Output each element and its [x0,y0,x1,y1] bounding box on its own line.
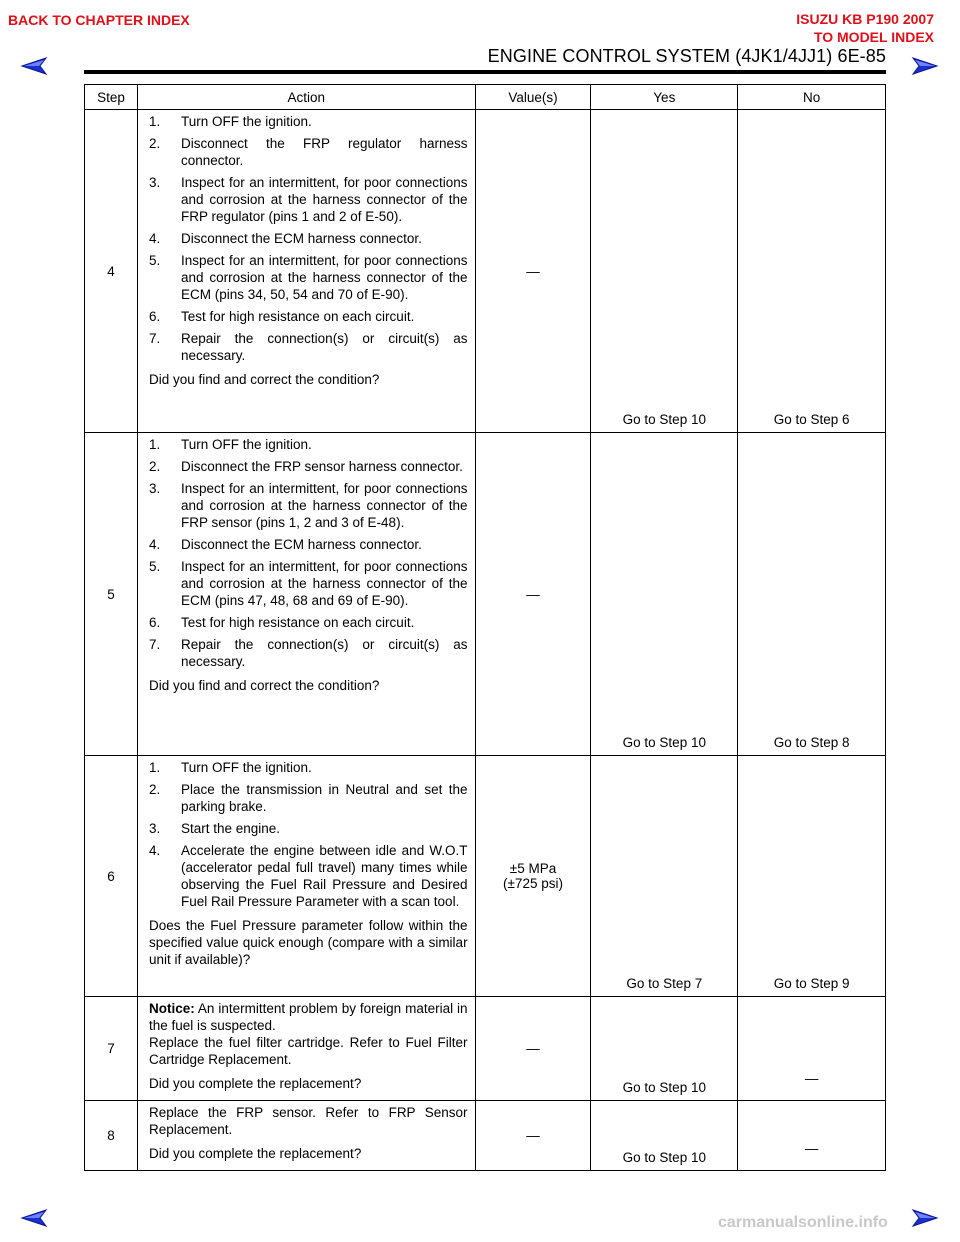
table-row [85,1101,886,1171]
action-cell [137,110,475,433]
step-number: 6 [85,756,138,997]
yes-cell: Go to Step 10 [591,1101,738,1171]
action-step: 7. Repair the connection(s) or circuit(s) as necessary. [148,331,468,363]
table-row [85,110,886,433]
action-step: 1. Turn OFF the ignition. [148,114,312,129]
action-step: 3. Inspect for an intermittent, for poor connections and corrosion at the harness connector of the FRP sensor (pins 1, 2 and 3 of E-48). [148,481,468,530]
question-text: Did you find and correct the condition? [148,372,380,387]
action-step: 3. Start the engine. [148,821,281,836]
instruction-text: Replace the FRP sensor. Refer to FRP Sensor Replacement. [148,1105,468,1137]
action-step: 5. Inspect for an intermittent, for poor connections and corrosion at the harness connector of the ECM (pins 34, 50, 54 and 70 of E-90). [148,253,468,302]
step-number: 4 [85,110,138,433]
to-model-index-link[interactable]: TO MODEL INDEX [813,29,934,45]
action-cell [137,997,475,1101]
question-text: Does the Fuel Pressure parameter follow within the specified value quick enough (compare with a similar unit if available)? [148,918,468,967]
action-step: 3. Inspect for an intermittent, for poor connections and corrosion at the harness connector of the FRP regulator (pins 1 and 2 of E-50). [148,175,468,224]
no-cell: Go to Step 6 [738,110,886,433]
step-number: 7 [85,997,138,1101]
arrow-right-icon[interactable] [911,1208,939,1228]
watermark: carmanualsonline.info [718,1214,888,1231]
action-step: 1. Turn OFF the ignition. [148,437,312,452]
no-cell: Go to Step 9 [738,756,886,997]
column-header-step: Step [85,85,138,110]
action-step: 2. Disconnect the FRP sensor harness connector. [148,459,463,474]
action-cell [137,433,475,756]
action-step: 4. Disconnect the ECM harness connector. [148,231,422,246]
action-step: 1. Turn OFF the ignition. [148,760,312,775]
action-step: 5. Inspect for an intermittent, for poor connections and corrosion at the harness connector of the ECM (pins 47, 48, 68 and 69 of E-90). [148,559,468,608]
action-step: 2. Disconnect the FRP regulator harness connector. [148,136,468,168]
action-cell [137,756,475,997]
column-header-values: Value(s) [475,85,591,110]
question-text: Did you complete the replacement? [148,1076,362,1091]
question-text: Did you find and correct the condition? [148,678,380,693]
question-text: Did you complete the replacement? [148,1146,362,1161]
no-cell: — [738,997,886,1101]
arrow-left-icon[interactable] [20,56,48,76]
action-step: 4. Disconnect the ECM harness connector. [148,537,422,552]
value-cell: — [475,433,591,756]
no-cell: Go to Step 8 [738,433,886,756]
no-cell: — [738,1101,886,1171]
value-cell: — [475,1101,591,1171]
value-cell: — [475,997,591,1101]
back-to-chapter-index-link[interactable]: BACK TO CHAPTER INDEX [8,12,190,28]
arrow-right-icon[interactable] [911,56,939,76]
yes-cell: Go to Step 7 [591,756,738,997]
model-title: ISUZU KB P190 2007 [796,11,934,27]
arrow-left-icon[interactable] [20,1208,48,1228]
column-header-yes: Yes [591,85,738,110]
page-header: ENGINE CONTROL SYSTEM (4JK1/4JJ1) 6E-85 [487,46,886,66]
action-step: 2. Place the transmission in Neutral and set the parking brake. [148,782,468,814]
instruction-text: Replace the fuel filter cartridge. Refer to Fuel Filter Cartridge Replacement. [148,1035,468,1067]
value-mpa: ±5 MPa [509,861,557,876]
column-header-action: Action [137,85,475,110]
action-step: 7. Repair the connection(s) or circuit(s) as necessary. [148,637,468,669]
action-step: 4. Accelerate the engine between idle and W.O.T (accelerator pedal full travel) many times while observing the Fuel Rail Pressure and Desired Fuel Rail Pressure Parameter with a scan tool. [148,843,468,909]
yes-cell: Go to Step 10 [591,433,738,756]
table-row [85,756,886,997]
value-cell [475,756,591,997]
value-cell: — [475,110,591,433]
value-psi: (±725 psi) [503,876,563,891]
table-row [85,997,886,1101]
table-header-row [85,85,886,110]
table-row [85,433,886,756]
yes-cell: Go to Step 10 [591,110,738,433]
notice-text: Notice: An intermittent problem by foreign material in the fuel is suspected. [148,1001,468,1033]
yes-cell: Go to Step 10 [591,997,738,1101]
header-rule [84,70,886,74]
step-number: 8 [85,1101,138,1171]
diagnostic-table [84,84,886,1171]
step-number: 5 [85,433,138,756]
action-step: 6. Test for high resistance on each circuit. [148,309,415,324]
action-cell [137,1101,475,1171]
action-step: 6. Test for high resistance on each circuit. [148,615,415,630]
column-header-no: No [738,85,886,110]
